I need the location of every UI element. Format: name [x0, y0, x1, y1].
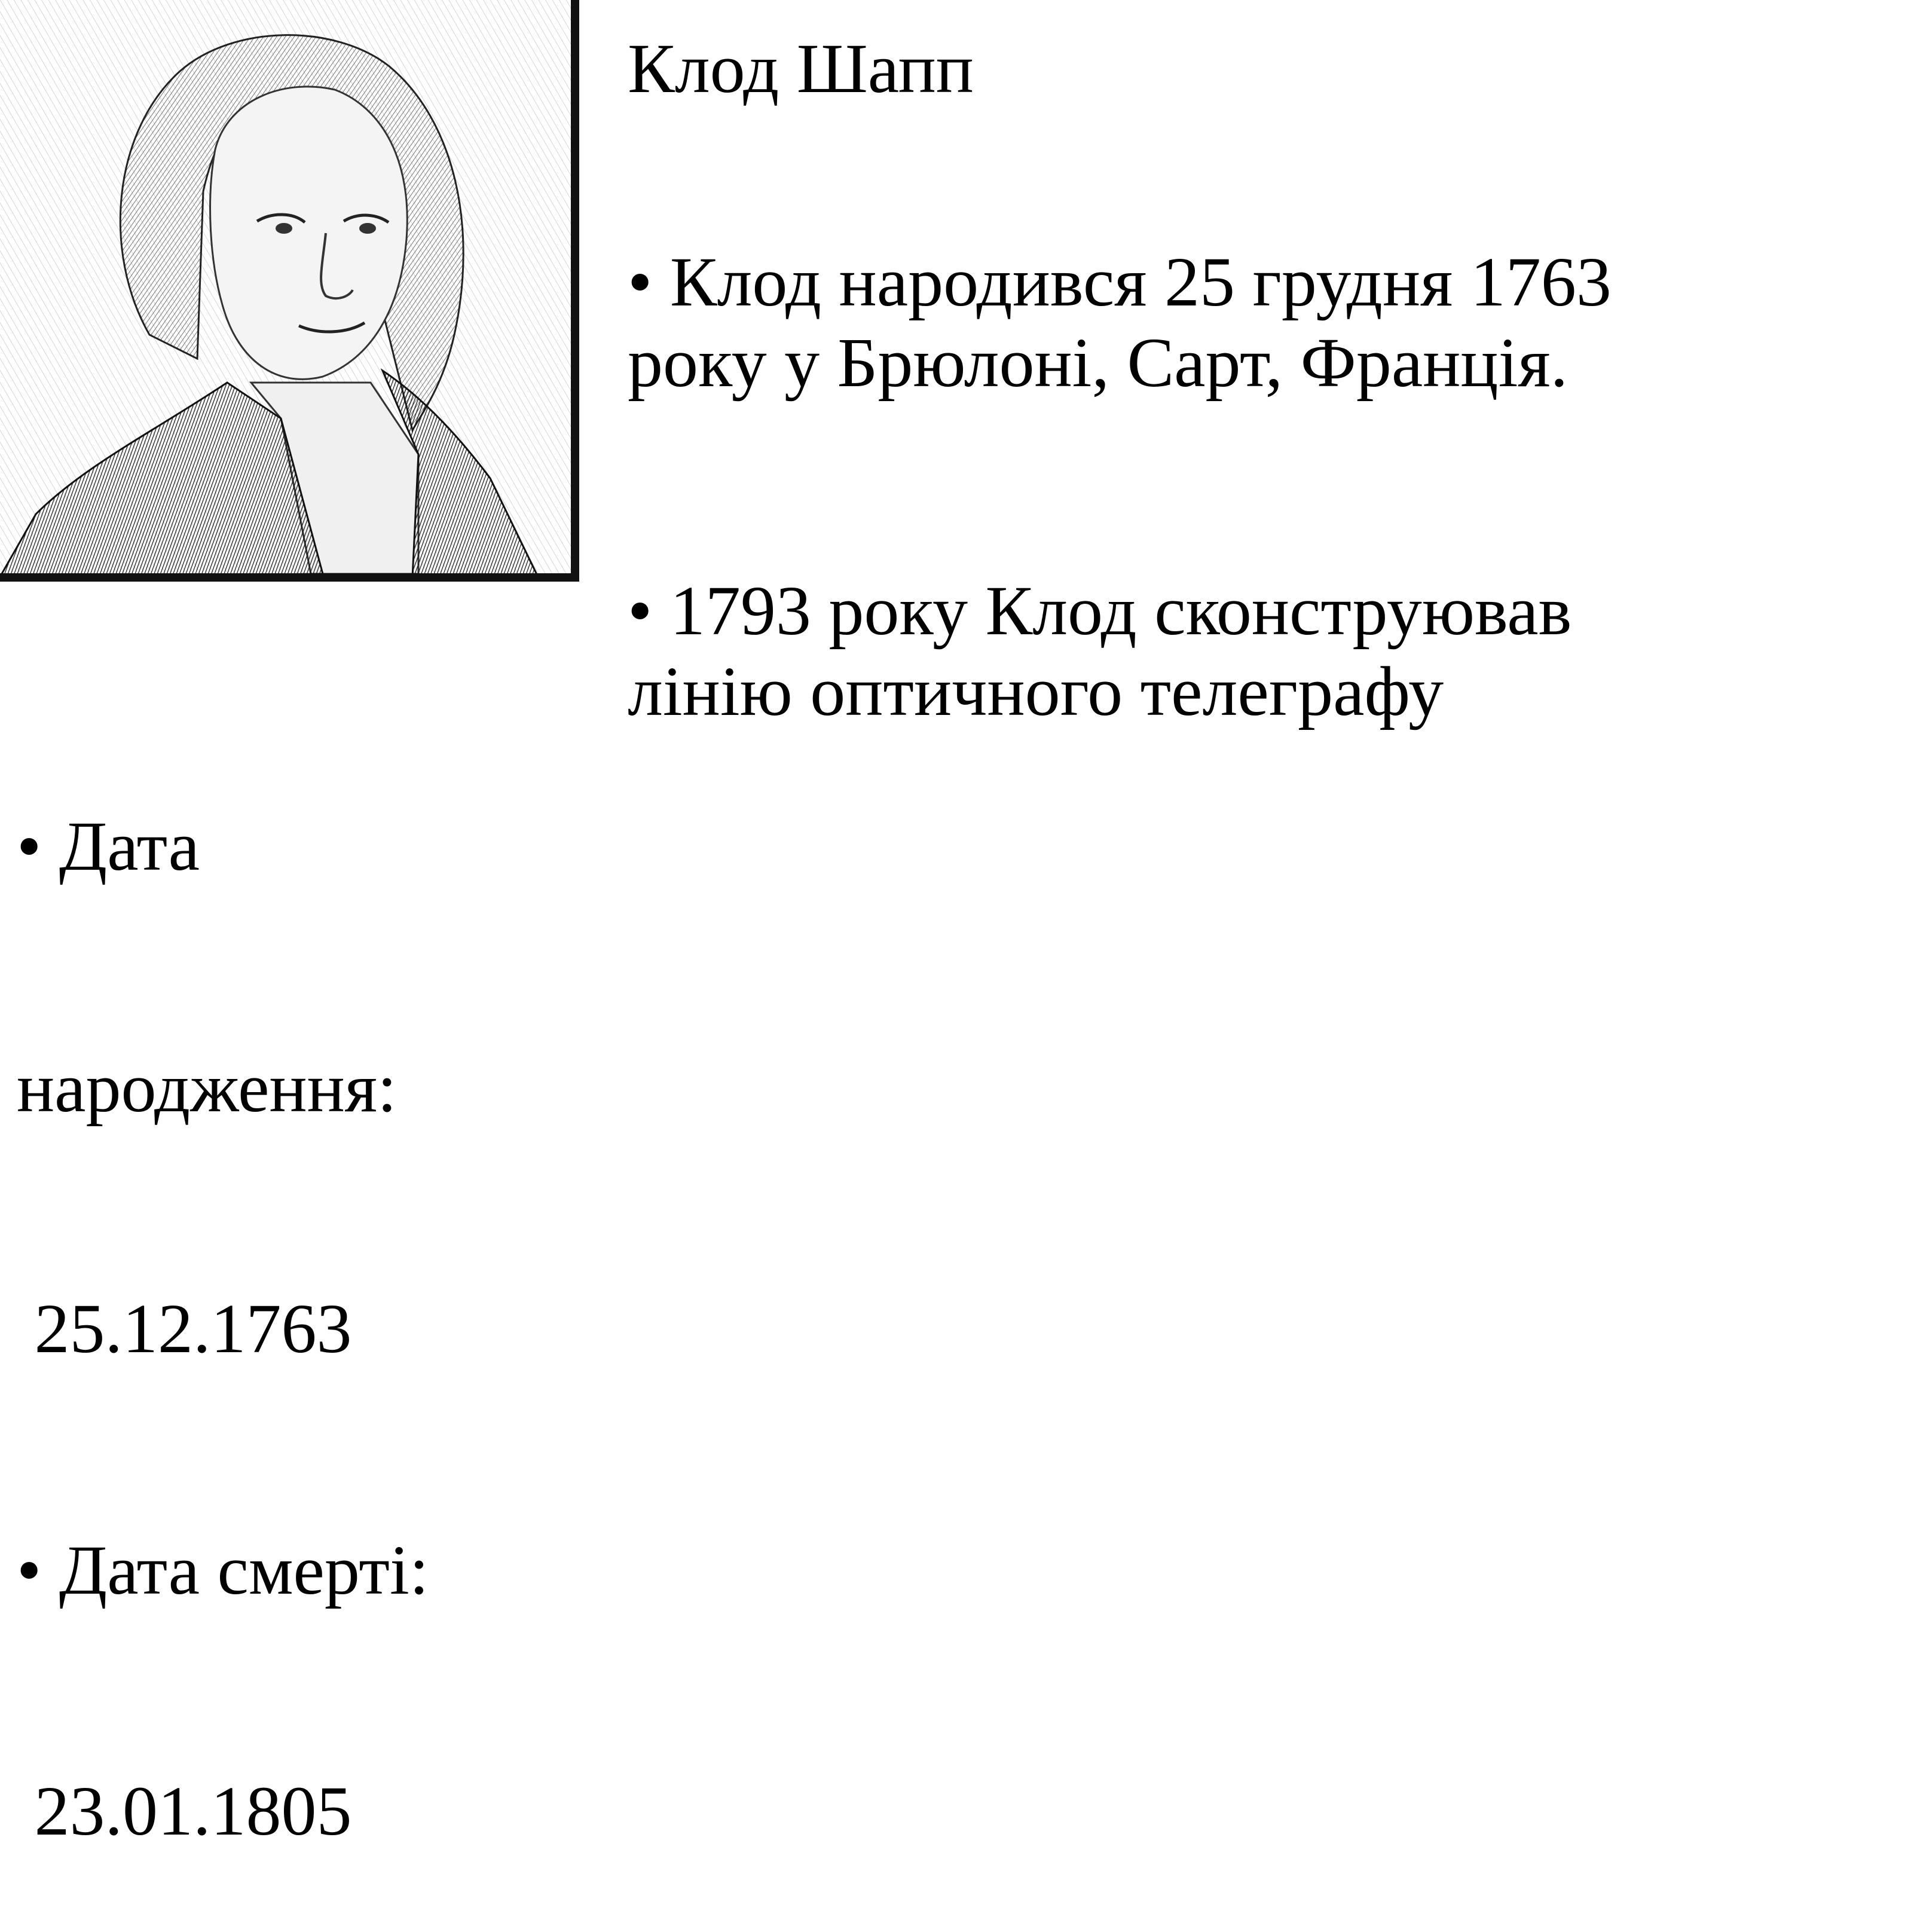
paragraph-line: року у Брюлоні, Сарт, Франція. [628, 323, 1568, 402]
birth-date-value: 25.12.1763 [34, 1289, 352, 1368]
paragraph-line: 1793 року Клод сконструював [669, 571, 1572, 650]
bullet-paragraph-telegraph [628, 571, 1571, 732]
bullet-paragraph-birth [628, 242, 1612, 403]
birth-label-line [17, 806, 429, 887]
death-date [17, 1771, 429, 1852]
paragraph-line: Клод народився 25 грудня 1763 [669, 243, 1612, 321]
death-label: Дата смерті: [59, 1530, 429, 1609]
page-title: Клод Шапп [628, 29, 974, 108]
portrait-image [0, 0, 583, 598]
death-label-line [17, 1530, 429, 1611]
birth-label: Дата [59, 807, 200, 886]
dates-panel [17, 646, 429, 1932]
death-date-value: 23.01.1805 [34, 1772, 352, 1851]
bullet-icon: • [628, 571, 653, 650]
bullet-icon: • [17, 1530, 42, 1609]
bullet-icon: • [628, 243, 653, 321]
portrait-engraving-icon [0, 0, 583, 598]
paragraph-line: лінію оптичного телеграфу [628, 652, 1444, 730]
birth-date [17, 1289, 429, 1369]
birth-label-line-2: народження: [17, 1048, 397, 1127]
bullet-icon: • [17, 807, 42, 886]
